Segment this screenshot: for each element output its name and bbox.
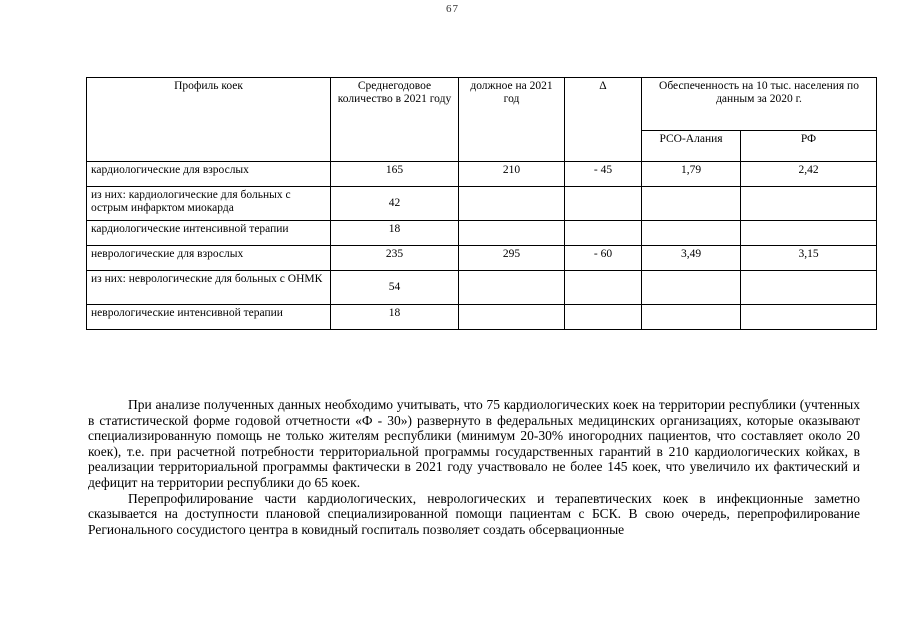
paragraph: При анализе полученных данных необходимо учитывать, что 75 кардиологических коек на территории республики (учтенных в статистической форме годовой отчетности «Ф - 30») развернуто в федеральных медицинских организациях, которые оказывают специализированную помощь не только жителям республики (минимум 20-30% иногородних пациентов, что составляет около 20 коек), т.е. при расчетной потребности территориальной программы государственных гарантий в 210 кардиологических койках, в реализации территориальной программы фактически в 2021 году участвовало не более 145 коек, что увеличило их фактический и дефицит на территории республики до 65 коек. [88,397,860,490]
cell-rf [741,305,877,330]
table-row [87,162,877,187]
cell-average: 235 [331,246,459,271]
header-rf: РФ [741,131,877,162]
paragraph: Перепрофилирование части кардиологических, неврологических и терапевтических коек в инфекционные заметно сказывается на доступности плановой специализированной помощи пациентам с БСК. В свою очередь, перепрофилирование Регионального сосудистого центра в ковидный госпиталь позволяет создать обсервационные [88,490,860,537]
table-row [87,271,877,305]
cell-delta: - 45 [565,162,642,187]
cell-required: 295 [459,246,565,271]
cell-required: 210 [459,162,565,187]
cell-required [459,305,565,330]
body-text [88,397,860,537]
cell-average: 54 [331,271,459,305]
cell-profile: кардиологические для взрослых [87,162,331,187]
cell-delta [565,221,642,246]
cell-rf: 3,15 [741,246,877,271]
cell-rso: 3,49 [642,246,741,271]
cell-average: 18 [331,221,459,246]
table-row [87,305,877,330]
cell-delta [565,271,642,305]
table-row [87,187,877,221]
table-header-row [87,78,877,131]
header-average-count: Среднегодовое количество в 2021 году [331,78,459,162]
cell-required [459,271,565,305]
cell-profile: из них: кардиологические для больных с острым инфарктом миокарда [87,187,331,221]
beds-table [86,77,877,330]
header-required-2021: должное на 2021 год [459,78,565,162]
cell-rf [741,187,877,221]
cell-rso [642,271,741,305]
header-rso-alania: РСО-Алания [642,131,741,162]
cell-required [459,187,565,221]
header-profile: Профиль коек [87,78,331,162]
cell-average: 165 [331,162,459,187]
cell-delta [565,305,642,330]
cell-profile: неврологические для взрослых [87,246,331,271]
page-number: 67 [446,3,459,15]
header-provision-group: Обеспеченность на 10 тыс. населения по данным за 2020 г. [642,78,877,131]
cell-rso [642,221,741,246]
cell-rf [741,271,877,305]
cell-rf: 2,42 [741,162,877,187]
cell-rso [642,187,741,221]
cell-average: 18 [331,305,459,330]
cell-profile: неврологические интенсивной терапии [87,305,331,330]
table-row [87,221,877,246]
cell-average: 42 [331,187,459,221]
header-delta: Δ [565,78,642,162]
cell-profile: из них: неврологические для больных с ОНМК [87,271,331,305]
cell-rf [741,221,877,246]
cell-delta: - 60 [565,246,642,271]
cell-rso: 1,79 [642,162,741,187]
cell-rso [642,305,741,330]
cell-profile: кардиологические интенсивной терапии [87,221,331,246]
cell-required [459,221,565,246]
table-row [87,246,877,271]
cell-delta [565,187,642,221]
